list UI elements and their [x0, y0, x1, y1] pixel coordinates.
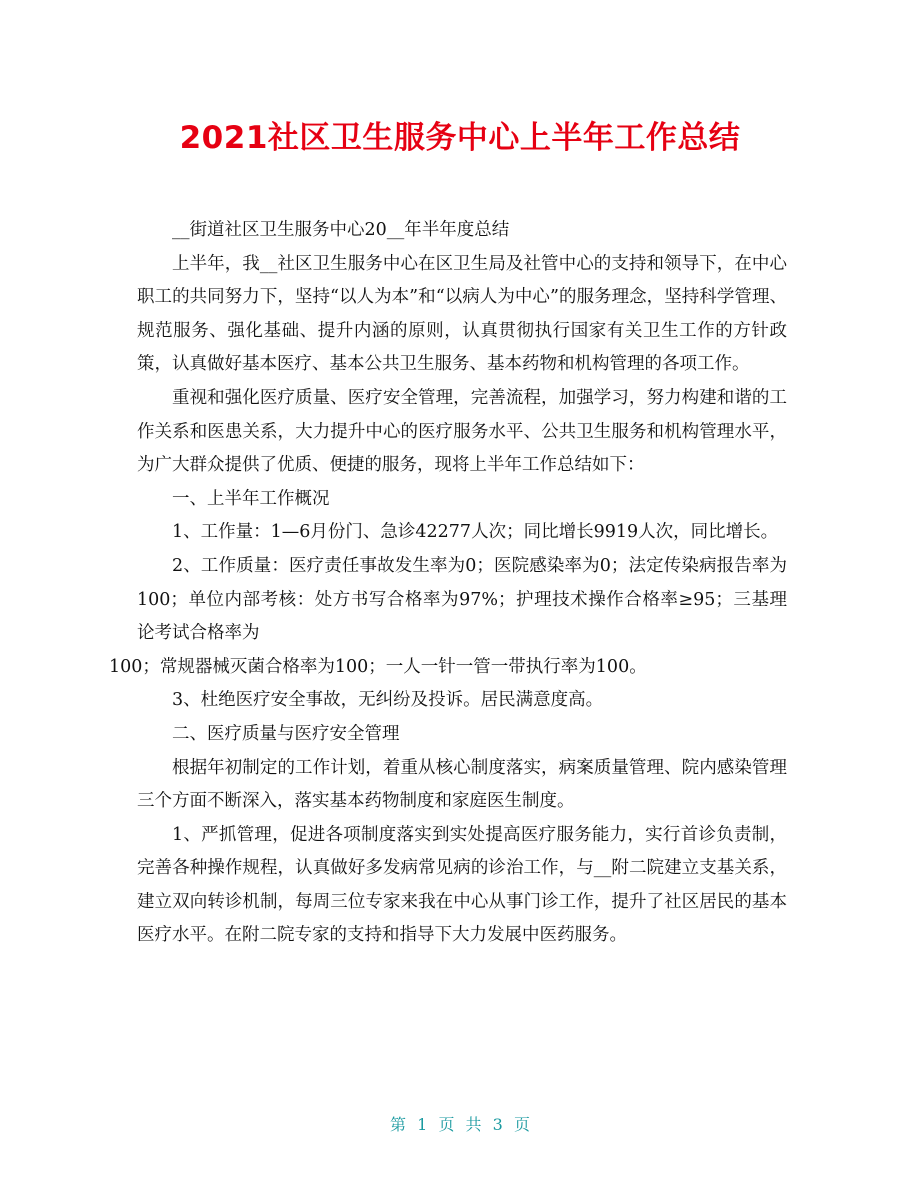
paragraph-subtitle: __街道社区卫生服务中心20__年半年度总结	[172, 220, 510, 240]
footer-prefix: 第	[390, 1115, 407, 1134]
footer-total-pages: 3	[492, 1115, 503, 1134]
document-title: 2021社区卫生服务中心上半年工作总结	[179, 120, 741, 156]
footer-total-word: 共	[465, 1115, 482, 1134]
paragraph-quality-focus: 重视和强化医疗质量、医疗安全管理，完善流程，加强学习，努力构建和谐的工作关系和医患关系，大力提升中心的医疗服务水平、公共卫生服务和机构管理水平，为广大群众提供了优质、便捷的服务，现将上半年工作总结如下：	[137, 387, 787, 476]
footer-page-word: 页	[438, 1115, 455, 1134]
footer-suffix: 页	[513, 1115, 530, 1134]
section-heading-overview: 一、上半年工作概况	[172, 488, 330, 509]
paragraph-safety: 3、杜绝医疗安全事故，无纠纷及投诉。居民满意度高。	[172, 690, 604, 711]
document-body	[109, 214, 787, 953]
paragraph-work-quality-continued: 100；常规器械灭菌合格率为100；一人一针一管一带执行率为100。	[109, 656, 647, 677]
paragraph-workload: 1、工作量：1—6月份门、急诊42277人次；同比增长9919人次，同比增长。	[172, 522, 779, 543]
paragraph-plan: 根据年初制定的工作计划，着重从核心制度落实，病案质量管理、院内感染管理三个方面不断深入，落实基本药物制度和家庭医生制度。	[137, 757, 787, 812]
paragraph-intro: 上半年，我__社区卫生服务中心在区卫生局及社管中心的支持和领导下，在中心职工的共同努力下，坚持“以人为本”和“以病人为中心”的服务理念，坚持科学管理、规范服务、强化基础、提升内涵的原则，认真贯彻执行国家有关卫生工作的方针政策，认真做好基本医疗、基本公共卫生服务、基本药物和机构管理的各项工作。	[137, 253, 787, 375]
page-number-footer	[0, 1113, 920, 1137]
paragraph-management: 1、严抓管理，促进各项制度落实到实处提高医疗服务能力，实行首诊负责制，完善各种操作规程，认真做好多发病常见病的诊治工作，与__附二院建立支基关系，建立双向转诊机制，每周三位专家来我在中心从事门诊工作，提升了社区居民的基本医疗水平。在附二院专家的支持和指导下大力发展中医药服务。	[137, 824, 787, 946]
section-heading-quality-safety: 二、医疗质量与医疗安全管理	[172, 723, 400, 744]
paragraph-work-quality: 2、工作质量：医疗责任事故发生率为0；医院感染率为0；法定传染病报告率为100；单位内部考核：处方书写合格率为97%；护理技术操作合格率≥95；三基理论考试合格率为	[137, 555, 787, 644]
footer-current-page: 1	[417, 1115, 428, 1134]
